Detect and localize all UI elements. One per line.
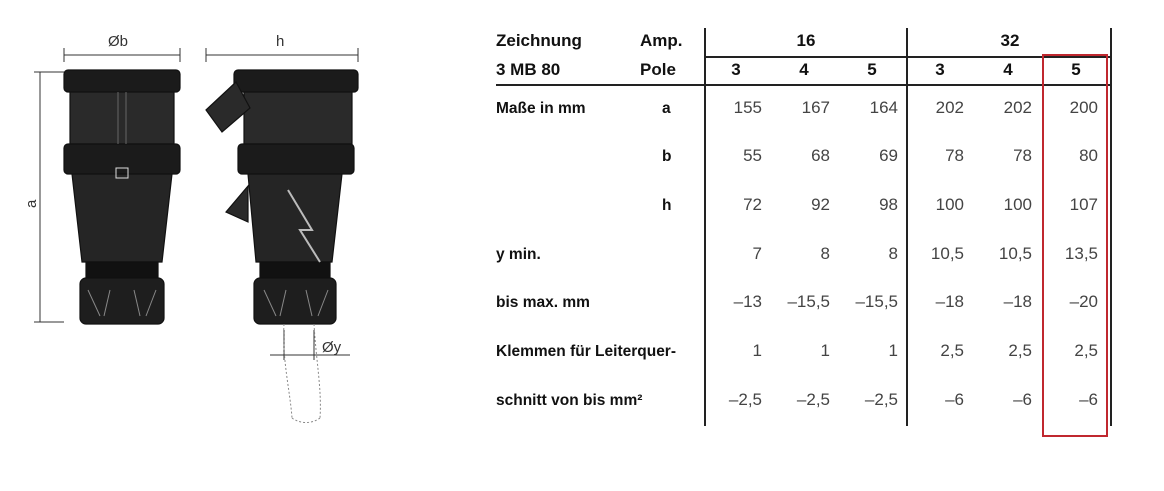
table-cell: –18: [1003, 292, 1032, 311]
table-cell: 80: [1079, 146, 1098, 165]
header-model: 3 MB 80: [496, 60, 561, 79]
table-cell: –20: [1069, 292, 1098, 311]
divider-right: [1110, 28, 1112, 426]
amp-group-16: 16: [796, 31, 816, 50]
dim-b-label: Øb: [108, 33, 129, 50]
table-cell: 155: [733, 98, 762, 117]
table-cell: –15,5: [787, 292, 830, 311]
table-cell: –13: [733, 292, 762, 311]
row-label-masse: Maße in mm: [496, 100, 586, 117]
row-sub-b: b: [662, 148, 672, 165]
divider-middle: [906, 28, 908, 426]
pole-col-1: 3: [731, 60, 741, 79]
table-cell: 78: [945, 146, 964, 165]
table-cell: –15,5: [855, 292, 898, 311]
pole-col-3: 5: [867, 60, 877, 79]
pole-col-4: 3: [935, 60, 945, 79]
table-cell: 167: [801, 98, 830, 117]
technical-drawing: [0, 0, 380, 486]
table-cell: 2,5: [1074, 341, 1098, 360]
table-cell: –6: [945, 390, 964, 409]
header-zeichnung: Zeichnung: [496, 31, 582, 50]
table-cell: –6: [1079, 390, 1098, 409]
row-label-klemmen: Klemmen für Leiterquer-: [496, 343, 677, 360]
table-cell: 202: [935, 98, 964, 117]
table-cell: 78: [1013, 146, 1032, 165]
row-label-schnitt: schnitt von bis mm²: [496, 392, 643, 409]
table-cell: 8: [888, 244, 898, 263]
row-sub-h: h: [662, 197, 672, 214]
header-underline: [496, 84, 1110, 86]
table-cell: 7: [752, 244, 762, 263]
socket-drawing-svg: [0, 0, 380, 486]
table-cell: –2,5: [864, 390, 898, 409]
table-cell: 10,5: [998, 244, 1032, 263]
table-cell: 1: [820, 341, 830, 360]
dim-a-label: a: [23, 199, 40, 208]
table-cell: 2,5: [1008, 341, 1032, 360]
pole-col-2: 4: [799, 60, 809, 79]
table-cell: 13,5: [1064, 244, 1098, 263]
table-cell: –6: [1013, 390, 1032, 409]
header-amp: Amp.: [640, 31, 683, 50]
table-cell: 72: [743, 195, 762, 214]
table-cell: 1: [752, 341, 762, 360]
table-cell: 10,5: [930, 244, 964, 263]
table-cell: 69: [879, 146, 898, 165]
divider-left: [704, 28, 706, 426]
dim-h-label: h: [276, 33, 285, 50]
dim-y-label: Øy: [322, 339, 342, 356]
pole-col-5: 4: [1003, 60, 1013, 79]
header-pole: Pole: [640, 60, 676, 79]
amp-group-32: 32: [1000, 31, 1020, 50]
table-cell: –2,5: [728, 390, 762, 409]
table-cell: 200: [1069, 98, 1098, 117]
table-cell: 164: [869, 98, 898, 117]
dimension-table: [470, 0, 1164, 486]
row-sub-a: a: [662, 100, 671, 117]
pole-col-6: 5: [1071, 60, 1081, 79]
table-cell: –2,5: [796, 390, 830, 409]
row-label-ymin: y min.: [496, 246, 541, 263]
row-label-bis-max: bis max. mm: [496, 294, 590, 311]
table-cell: 2,5: [940, 341, 964, 360]
table-cell: 1: [888, 341, 898, 360]
table-cell: 98: [879, 195, 898, 214]
table-cell: 55: [743, 146, 762, 165]
table-cell: 100: [1003, 195, 1032, 214]
table-cell: 92: [811, 195, 830, 214]
table-cell: 68: [811, 146, 830, 165]
table-cell: 8: [820, 244, 830, 263]
table-cell: 100: [935, 195, 964, 214]
table-cell: –18: [935, 292, 964, 311]
table-cell: 202: [1003, 98, 1032, 117]
table-cell: 107: [1069, 195, 1098, 214]
